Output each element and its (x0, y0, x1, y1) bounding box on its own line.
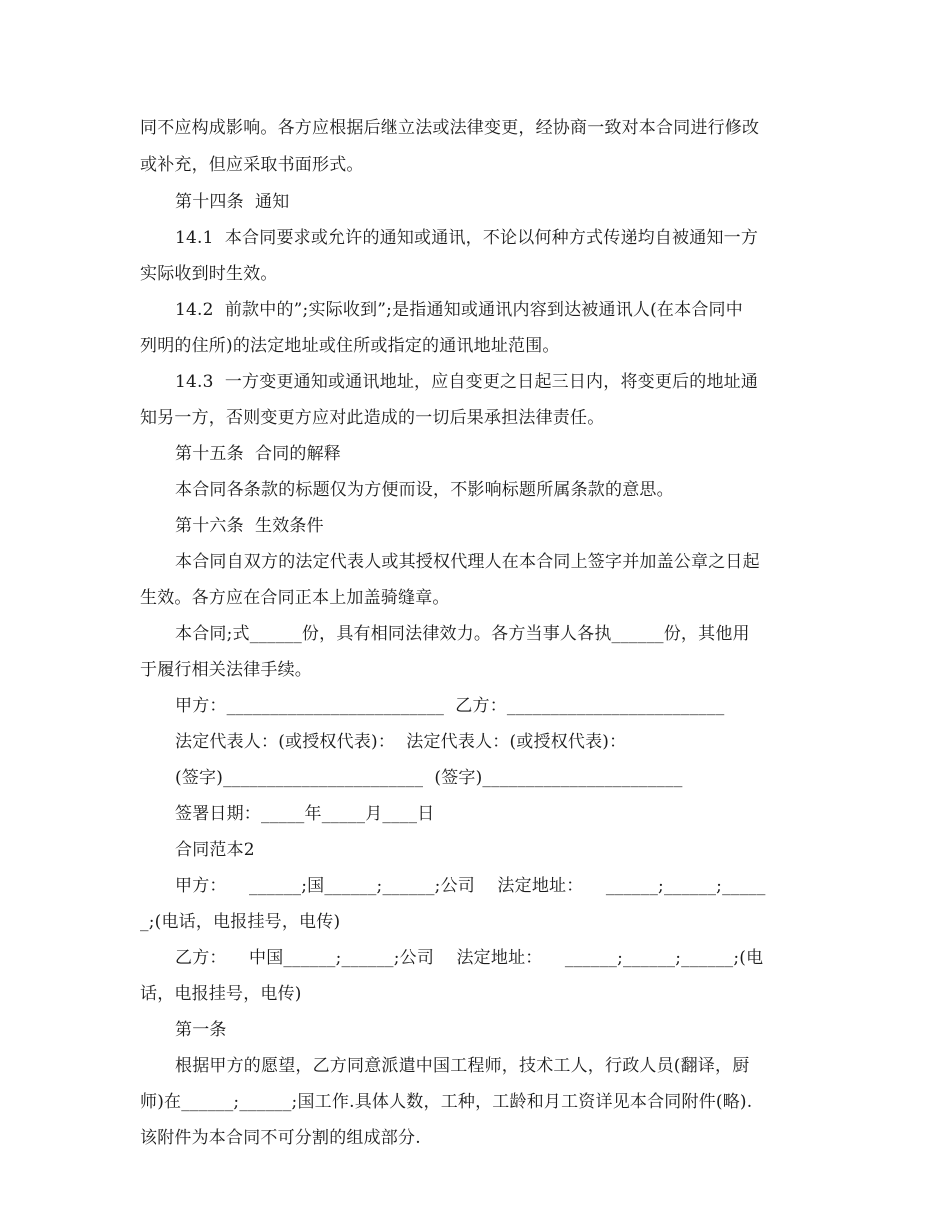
paragraph-line: 14.2 前款中的”;实际收到”;是指通知或通讯内容到达被通讯人(在本合同中 (175, 300, 743, 320)
paragraph-line: 生效。各方应在合同正本上加盖骑缝章。 (140, 588, 450, 608)
section-heading: 第十五条 合同的解释 (175, 444, 342, 464)
paragraph-line: 话，电报挂号，电传) (140, 984, 302, 1004)
paragraph-line: 14.1 本合同要求或允许的通知或通讯，不论以何种方式传递均自被通知一方 (175, 228, 759, 248)
paragraph-line: 14.3 一方变更通知或通讯地址，应自变更之日起三日内，将变更后的地址通 (175, 372, 759, 392)
paragraph-line: 列明的住所)的法定地址或住所或指定的通讯地址范围。 (140, 336, 560, 356)
section-heading: 第十六条 生效条件 (175, 516, 324, 536)
party-b-line: 乙方： 中国______;______;公司 法定地址： ______;______;______;(电 (175, 948, 764, 968)
section-heading: 第一条 (175, 1020, 227, 1040)
party-a-line: 甲方： ______;国______;______;公司 法定地址： ______;______;_____ (175, 876, 766, 896)
paragraph-line: _;(电话，电报挂号，电传) (140, 912, 341, 932)
signing-date-line: 签署日期：_____年_____月____日 (175, 804, 435, 824)
paragraph-line: 该附件为本合同不可分割的组成部分. (140, 1128, 421, 1148)
paragraph-line: 实际收到时生效。 (140, 264, 278, 284)
paragraph-line: 根据甲方的愿望，乙方同意派遣中国工程师，技术工人，行政人员(翻译，厨 (175, 1056, 750, 1076)
section-heading: 合同范本2 (175, 840, 255, 860)
signature-party-line: 甲方：_________________________ 乙方：_________________________ (175, 696, 725, 716)
paragraph-line: 于履行相关法律手续。 (140, 660, 312, 680)
paragraph-line: 师)在______;______;国工作.具体人数，工种，工龄和月工资详见本合同附件(略). (140, 1092, 753, 1112)
representative-line: 法定代表人：(或授权代表)： 法定代表人：(或授权代表)： (175, 732, 627, 752)
section-heading: 第十四条 通知 (175, 192, 290, 212)
signature-line: (签字)_______________________ (签字)_______________________ (175, 768, 683, 788)
paragraph-line: 或补充，但应采取书面形式。 (140, 155, 364, 175)
paragraph-line: 同不应构成影响。各方应根据后继立法或法律变更，经协商一致对本合同进行修改 (140, 118, 760, 138)
paragraph-line: 本合同各条款的标题仅为方便而设，不影响标题所属条款的意思。 (175, 480, 674, 500)
paragraph-line: 本合同自双方的法定代表人或其授权代理人在本合同上签字并加盖公章之日起 (175, 552, 760, 572)
paragraph-line: 本合同;式______份，具有相同法律效力。各方当事人各执______份，其他用 (175, 624, 750, 644)
paragraph-line: 知另一方，否则变更方应对此造成的一切后果承担法律责任。 (140, 408, 605, 428)
